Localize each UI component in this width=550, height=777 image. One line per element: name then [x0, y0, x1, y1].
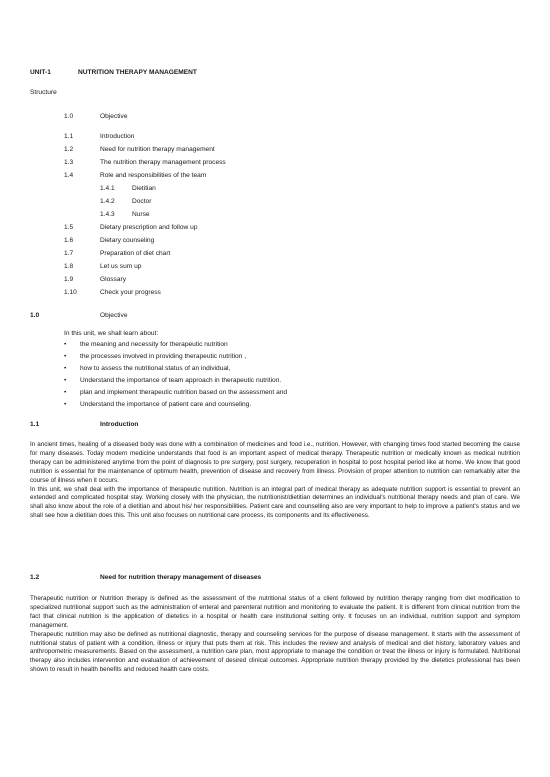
- toc-label: Need for nutrition therapy management: [100, 146, 215, 153]
- unit-number: UNIT-1: [30, 69, 51, 76]
- bullet-icon: •: [64, 341, 67, 348]
- objective-intro: In this unit, we shall learn about:: [64, 330, 159, 337]
- paragraph: In ancient times, healing of a diseased body was done with a combination of medicines and food i.e., nutrition. However, with changing times food started becoming the cause for many diseases. Today modern medicine understands that food is an important aspect of medical therapy. Therapeutic nutrition or medically known as medical nutrition therapy can be administered anytime from the point of diagnosis to pre surgery, post surgery, recuperation in hospital to post hospital period like at home. We know that good nutrition is essential for the maintenance of optimum health, prevention of disease and recovery from illness. Provision of proper attention to nutrition can remarkably alter the course of illness when it occurs.: [30, 441, 520, 484]
- document-page: UNIT-1 NUTRITION THERAPY MANAGEMENT Structure 1.0 Objective 1.1 Introduction 1.2 Need for nutrition therapy management 1.3 The nutrition therapy management process 1.4 Role and responsibilities of the team 1.4.1 Dietitian 1.4.2 Doctor 1.4.3 Nurse 1.5 Dietary prescription and follow up 1.6 Dietary counseling 1.7 Preparation of diet chart 1.8 Let us sum up 1.9 Glossary 1.10 Check your progress 1.0 Objective In this unit, we shall learn about: • the meaning and necessity for therapeutic nutrition • the processes involved in providing therapeutic nutrition , • how to assess the nutritional status of an individual, • Understand the importance of team approach in therapeutic nutrition. • plan and implement therapeutic nutrition based on the assessment and • Understand the importance of patient care and counseling. 1.1 Introduction In ancient times, healing of a diseased body was done with a combination of medicines and food i.e., nutrition. However, with changing times food started becoming the cause for many diseases. Today modern medicine understands that food is an important aspect of medical therapy. Therapeutic nutrition or medically known as medical nutrition therapy can be administered anytime from the point of diagnosis to pre surgery, post surgery, recuperation in hospital to post hospital period like at home. We know that good nutrition is essential for the maintenance of optimum health, prevention of disease and recovery from illness. Provision of proper attention to nutrition can remarkably alter the course of illness when it occurs. In this unit, we shall deal with the importance of therapeutic nutrition. Nutrition is an integral part of medical therapy as adequate nutrition support is essential to prevent an extended and complicated hospital stay. Working closely with the physician, the nutritionist/dietitian determines an individual's nutritional therapy needs and plan of care. We shall also know about the role of a dietitian and about his/ her responsibilities. Patient care and counselling also are very important to help to improve a patient's status and we shall see how a dietitian does this. This unit also focuses on nutritional care process, its components and its effectiveness. 1.2 Need for nutrition therapy management of diseases Therapeutic nutrition or Nutrition therapy is defined as the assessment of the nutritional status of a client followed by nutrition therapy ranging from diet modification to specialized nutritional support such as the administration of enteral and parenteral nutrition and monitoring to evaluate the patient. It is different from clinical nutrition from the fact that clinical nutrition is the application of dietetics in a hospital or health care institutional setting only. It focuses on an individual, nutrition support and symptom management. Therapeutic nutrition may also be defined as nutritional diagnostic, therapy and counseling services for the purpose of disease management. It starts with the assessment of nutritional status of patient with a condition, illness or injury that puts them at risk. This includes the review and analysis of medical and diet history, laboratory values and anthropometric measurements. Based on the assessment, a nutrition care plan, most appropriate to manage the condition or treat the illness or injury is formulated. Nutritional therapy also includes intervention and evaluation of achievement of desired clinical outcomes. Appropriate nutrition therapy provided by the dietetics professional has been shown to result in health benefits and reduced health care costs.: [30, 69, 520, 674]
- section-heading-objective: Objective: [100, 312, 128, 319]
- section-number: 1.1: [30, 421, 40, 428]
- toc-number: 1.4.2: [100, 198, 115, 205]
- bullet-icon: •: [64, 365, 67, 372]
- toc-label: Introduction: [100, 133, 135, 140]
- toc-number: 1.0: [64, 113, 74, 120]
- introduction-body: [30, 441, 520, 521]
- unit-title: NUTRITION THERAPY MANAGEMENT: [78, 69, 197, 76]
- paragraph: Therapeutic nutrition or Nutrition therapy is defined as the assessment of the nutritional status of a client followed by nutrition therapy ranging from diet modification to specialized nutritional support such as the administration of enteral and parenteral nutrition and monitoring to evaluate the patient. It is different from clinical nutrition from the fact that clinical nutrition is the application of dietetics in a hospital or health care institutional setting only. It focuses on an individual, nutrition support and symptom management.: [30, 595, 520, 629]
- toc-label: Check your progress: [100, 289, 161, 296]
- toc-label: Preparation of diet chart: [100, 250, 171, 257]
- section-number: 1.0: [30, 312, 40, 319]
- toc-number: 1.5: [64, 224, 74, 231]
- toc-number: 1.4.1: [100, 185, 115, 192]
- toc-label: Nurse: [132, 211, 150, 218]
- toc-number: 1.7: [64, 250, 74, 257]
- toc-number: 1.4.3: [100, 211, 115, 218]
- toc-label: Dietary counseling: [100, 237, 155, 244]
- toc-number: 1.1: [64, 133, 74, 140]
- need-body: [30, 595, 520, 675]
- toc-number: 1.9: [64, 276, 74, 283]
- toc-label: Glossary: [100, 276, 127, 283]
- section-heading-introduction: Introduction: [100, 421, 139, 428]
- bullet-icon: •: [64, 353, 67, 360]
- bullet-icon: •: [64, 389, 67, 396]
- section-heading-need: Need for nutrition therapy management of diseases: [100, 574, 262, 581]
- toc-label: Let us sum up: [100, 263, 142, 270]
- paragraph: In this unit, we shall deal with the importance of therapeutic nutrition. Nutrition is an integral part of medical therapy as adequate nutrition support is essential to prevent an extended and complicated hospital stay. Working closely with the physician, the nutritionist/dietitian determines an individual's nutritional therapy needs and plan of care. We shall also know about the role of a dietitian and about his/ her responsibilities. Patient care and counselling also are very important to help to improve a patient's status and we shall see how a dietitian does this. This unit also focuses on nutritional care process, its components and its effectiveness.: [30, 485, 520, 520]
- toc-number: 1.6: [64, 237, 74, 244]
- section-number: 1.2: [30, 574, 40, 581]
- toc-label: Objective: [100, 113, 128, 120]
- toc-label: Dietitian: [132, 185, 156, 192]
- toc-number: 1.2: [64, 146, 74, 153]
- toc-number: 1.4: [64, 172, 74, 179]
- toc-number: 1.10: [64, 289, 77, 296]
- toc-label: The nutrition therapy management process: [100, 159, 226, 166]
- toc-label: Doctor: [132, 198, 152, 205]
- toc-label: Dietary prescription and follow up: [100, 224, 198, 231]
- paragraph: Therapeutic nutrition may also be defined as nutritional diagnostic, therapy and counseling services for the purpose of disease management. It starts with the assessment of nutritional status of patient with a condition, illness or injury that puts them at risk. This includes the review and analysis of medical and diet history, laboratory values and anthropometric measurements. Based on the assessment, a nutrition care plan, most appropriate to manage the condition or treat the illness or injury is formulated. Nutritional therapy also includes intervention and evaluation of achievement of desired clinical outcomes. Appropriate nutrition therapy provided by the dietetics professional has been shown to result in health benefits and reduced health care costs.: [30, 630, 520, 674]
- bullet-icon: •: [64, 401, 67, 408]
- structure-label: Structure: [30, 89, 57, 96]
- toc-label: Role and responsibilities of the team: [100, 172, 207, 179]
- toc-number: 1.3: [64, 159, 74, 166]
- bullet-icon: •: [64, 377, 67, 384]
- toc-number: 1.8: [64, 263, 74, 270]
